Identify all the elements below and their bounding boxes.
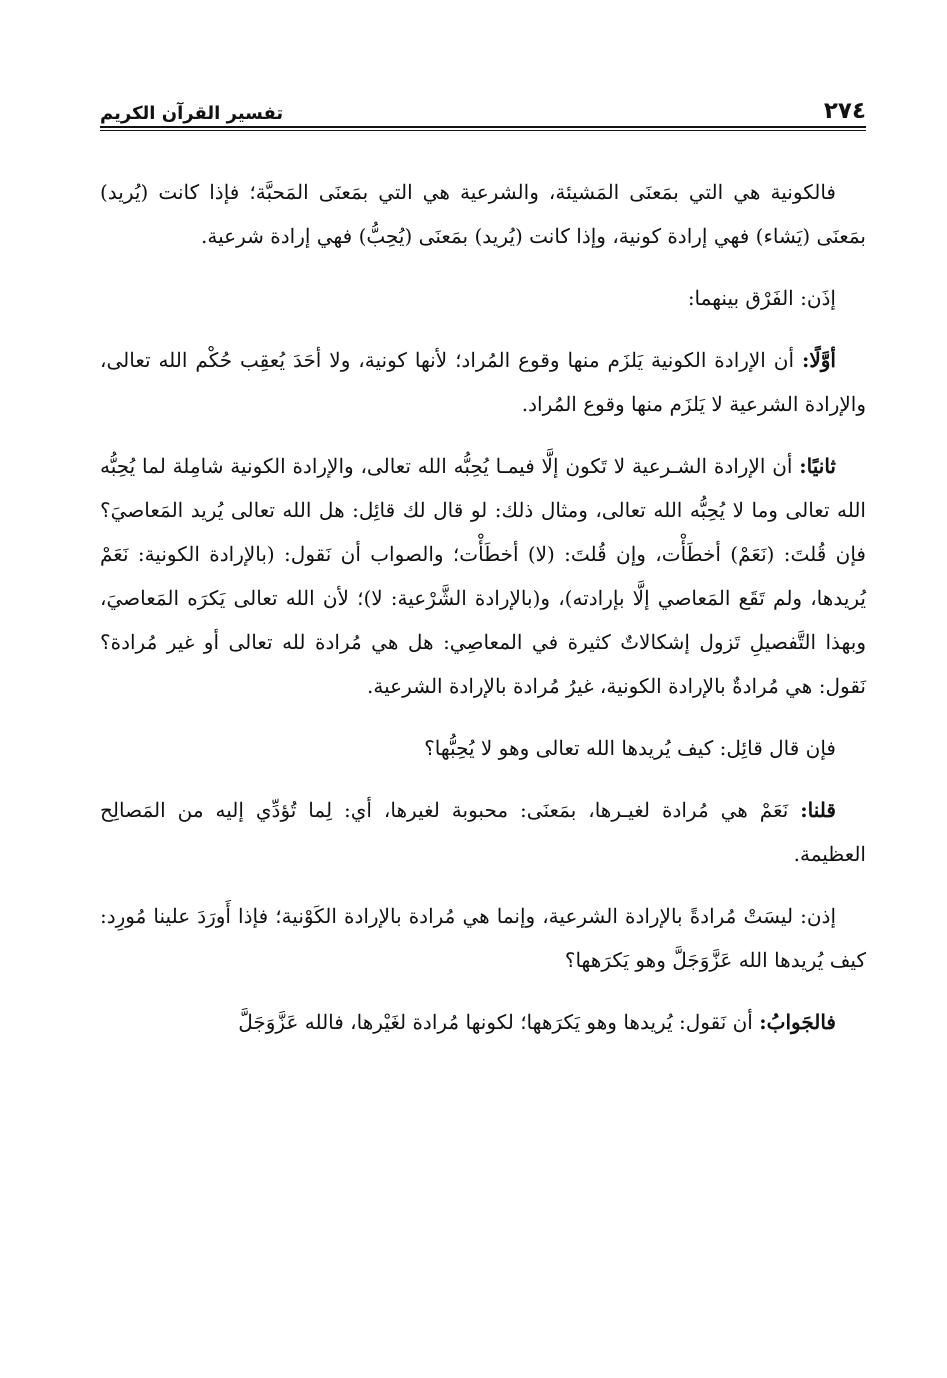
paragraph-text: أن الإرادة الكونية يَلزَم منها وقوع المُراد؛ لأنها كونية، ولا أحَدَ يُعقِب حُكْم الله تعالى، والإرادة الشرعية لا يَلزَم منها وقوع المُراد. [100, 348, 866, 416]
paragraph-text: إذَن: الفَرْق بينهما: [687, 286, 836, 310]
paragraph-text: إذن: ليسَتْ مُرادةً بالإرادة الشرعية، وإنما هي مُرادة بالإرادة الكَوْنية؛ فإذا أَورَدَ علينا مُورِد: كيف يُريدها الله عَزَّوَجَلَّ وهو يَكرَهها؟ [100, 904, 866, 972]
paragraph [100, 726, 866, 770]
page-number: ٢٧٤ [823, 98, 866, 124]
paragraph [100, 338, 866, 426]
paragraph-text: أن نَقول: يُريدها وهو يَكرَهها؛ لكونها مُرادة لغَيْرها، فالله عَزَّوَجَلَّ [238, 1010, 760, 1034]
running-title: تفسير القرآن الكريم [100, 103, 284, 124]
paragraph-text: فإن قال قائِل: كيف يُريدها الله تعالى وهو لا يُحِبُّها؟ [424, 736, 836, 760]
page-header [100, 88, 866, 124]
paragraph [100, 444, 866, 708]
header-rule [100, 126, 866, 131]
page-body [100, 170, 866, 1044]
paragraph-text: نَعَمْ هي مُرادة لغيـرها، بمَعنَى: محبوبة لغيرها، أي: لِما تُؤدِّي إليه من المَصالِح العظيمة. [100, 798, 866, 866]
paragraph-lead: أوَّلًا: [801, 348, 836, 372]
paragraph [100, 1000, 866, 1044]
paragraph-lead: ثانيًا: [799, 454, 836, 478]
paragraph-lead: قلنا: [800, 798, 836, 822]
paragraph-text: أن الإرادة الشـرعية لا تَكون إلَّا فيمـا يُحِبُّه الله تعالى، والإرادة الكونية شامِلة لما يُحِبُّه الله تعالى وما لا يُحِبُّه الله تعالى، ومثال ذلك: لو قال لك قائِل: هل الله تعالى يُريد المَعاصيَ؟ فإن قُلتَ: (نَعَمْ) أخطَأْت، وإن قُلتَ: (لا) أخطَأْت؛ والصواب أن نَقول: (بالإرادة الكونية: نَعَمْ يُريدها، ولم تَقَع المَعاصي إلَّا بإرادته)، و(بالإرادة الشَّرْعية: لا)؛ لأن الله تعالى يَكرَه المَعاصيَ، وبهذا التَّفصيلِ تَزول إشكالاتٌ كثيرة في المعاصِي: هل هي مُرادة لله تعالى أو غير مُرادة؟ نَقول: هي مُرادةٌ بالإرادة الكونية، غيرُ مُرادة بالإرادة الشرعية. [100, 454, 866, 698]
paragraph [100, 170, 866, 258]
paragraph [100, 894, 866, 982]
paragraph-lead: فالجَوابُ: [759, 1010, 836, 1034]
paragraph [100, 276, 866, 320]
paragraph [100, 788, 866, 876]
paragraph-text: فالكونية هي التي بمَعنَى المَشيئة، والشرعية هي التي بمَعنَى المَحبَّة؛ فإذا كانت (يُريد) بمَعنَى (يَشاء) فهي إرادة كونية، وإذا كانت (يُريد) بمَعنَى (يُحِبُّ) فهي إرادة شرعية. [100, 180, 866, 248]
